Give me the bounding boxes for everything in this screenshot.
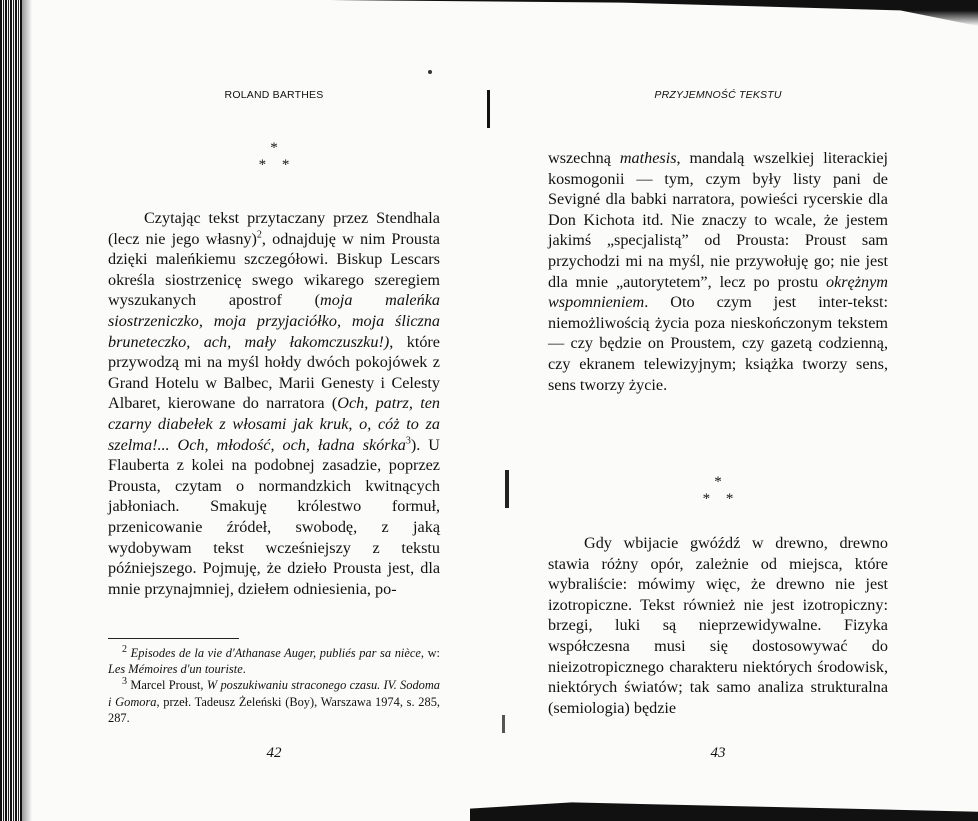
quotation: Och, patrz, ten czarny diabełek z włosami jak kruk, o, cóż to za szelma!... Och, młodość, och, ładna skórka bbox=[108, 394, 440, 454]
body-text-left bbox=[108, 208, 440, 599]
footnote-2: $^2$ Episodes de la vie d'Athanase Auger, publiés par sa nièce, w: Les Mémoires d'un touriste. bbox=[108, 643, 440, 677]
paragraph: Gdy wbijacie gwóźdź w drewno, drewno stawia różny opór, zależnie od miejsca, które wybraliście: mówimy więc, że drewno nie jest izotropiczne. Tekst również nie jest izotropiczny: brzegi, luki są nieprzewidywalne. Fizyka współczesna musi się dostosowywać do nieizotropicznego charakteru niektórych środowisk, niektórych światów; tak samo analiza strukturalna (semiologia) będzie bbox=[548, 534, 888, 717]
paragraph: Czytając tekst przytaczany przez Stendhala (lecz nie jego własny)$^2$, odnajduję w nim Prousta dzięki maleńkiemu szczegółowi. Biskup Lescars określa siostrzenicę swego wikarego szeregiem wyszukanych apostrof (moja maleńka siostrzeniczko, moja przyjaciółko, moja śliczna bruneteczko, ach, mały łakomczuszku!), które przywodzą mi na myśl hołdy dwóch pokojówek z Grand Hotelu w Balbec, Marii Genesty i Celesty Albaret, kierowane do narratora (Och, patrz, ten czarny diabełek z włosami jak kruk, o, cóż to za szelma!... Och, młodość, och, ładna skórka$^3$). U Flauberta z kolei na podobnej zasadzie, poprzez Prousta, czytam o normandzkich kwitnących jabłoniach. Smakuję królestwo formuł, przenicowanie źródeł, swobodę, z jaką wydobywam tekst wcześniejszy z tekstu późniejszego. Pojmuję, że dzieło Prousta jest, dla mnie przynajmniej, dziełem odniesienia, po- bbox=[108, 209, 440, 598]
quotation: moja maleńka siostrzeniczko, moja przyjaciółko, moja śliczna bruneteczko, ach, mały łakomczuszku!) bbox=[108, 291, 440, 351]
gutter-mark bbox=[487, 90, 490, 128]
footnotes bbox=[108, 645, 440, 726]
body-text-right-section-2 bbox=[548, 533, 888, 718]
footnote-rule bbox=[108, 638, 239, 639]
section-separator: * * * bbox=[258, 140, 290, 173]
page-number: 42 bbox=[266, 745, 282, 761]
gutter-speck bbox=[502, 715, 505, 733]
running-head-left: ROLAND BARTHES bbox=[224, 89, 324, 101]
footnote-3: $^3$ Marcel Proust, W poszukiwaniu straconego czasu. IV. Sodoma i Gomora, przeł. Tadeusz Żeleński (Boy), Warszawa 1974, s. 285, 287. bbox=[108, 676, 440, 725]
scan-edge-artifact bbox=[0, 0, 22, 821]
section-separator: * * * bbox=[702, 474, 734, 507]
scan-edge-shadow bbox=[22, 0, 32, 821]
page-number: 43 bbox=[710, 745, 726, 761]
body-text-right bbox=[548, 148, 888, 395]
left-page bbox=[108, 0, 440, 821]
footnote-ref: 3 bbox=[405, 435, 411, 447]
running-head-right: PRZYJEMNOŚĆ TEKSTU bbox=[654, 89, 782, 101]
paragraph: wszechną mathesis, mandalą wszelkiej literackiej kosmogonii — tym, czym były listy pani de Sevigné dla babki narratora, powieści rycerskie dla Don Kichota itd. Nie znaczy to wcale, że jestem jakimś „specjalistą” od Prousta: Proust sam przychodzi mi na myśl, nie przywołuję go; nie jest dla mnie „autorytetem”, lecz po prostu okrężnym wspomnieniem. Oto czym jest inter-tekst: niemożliwością życia poza nieskończonym tekstem — czy będzie on Proustem, czy gazetą codzienną, czy ekranem telewizyjnym; książka tworzy sens, sens tworzy życie. bbox=[548, 149, 888, 394]
gutter-mark bbox=[505, 470, 509, 508]
right-page bbox=[548, 0, 888, 821]
footnote-ref: 2 bbox=[256, 229, 262, 241]
